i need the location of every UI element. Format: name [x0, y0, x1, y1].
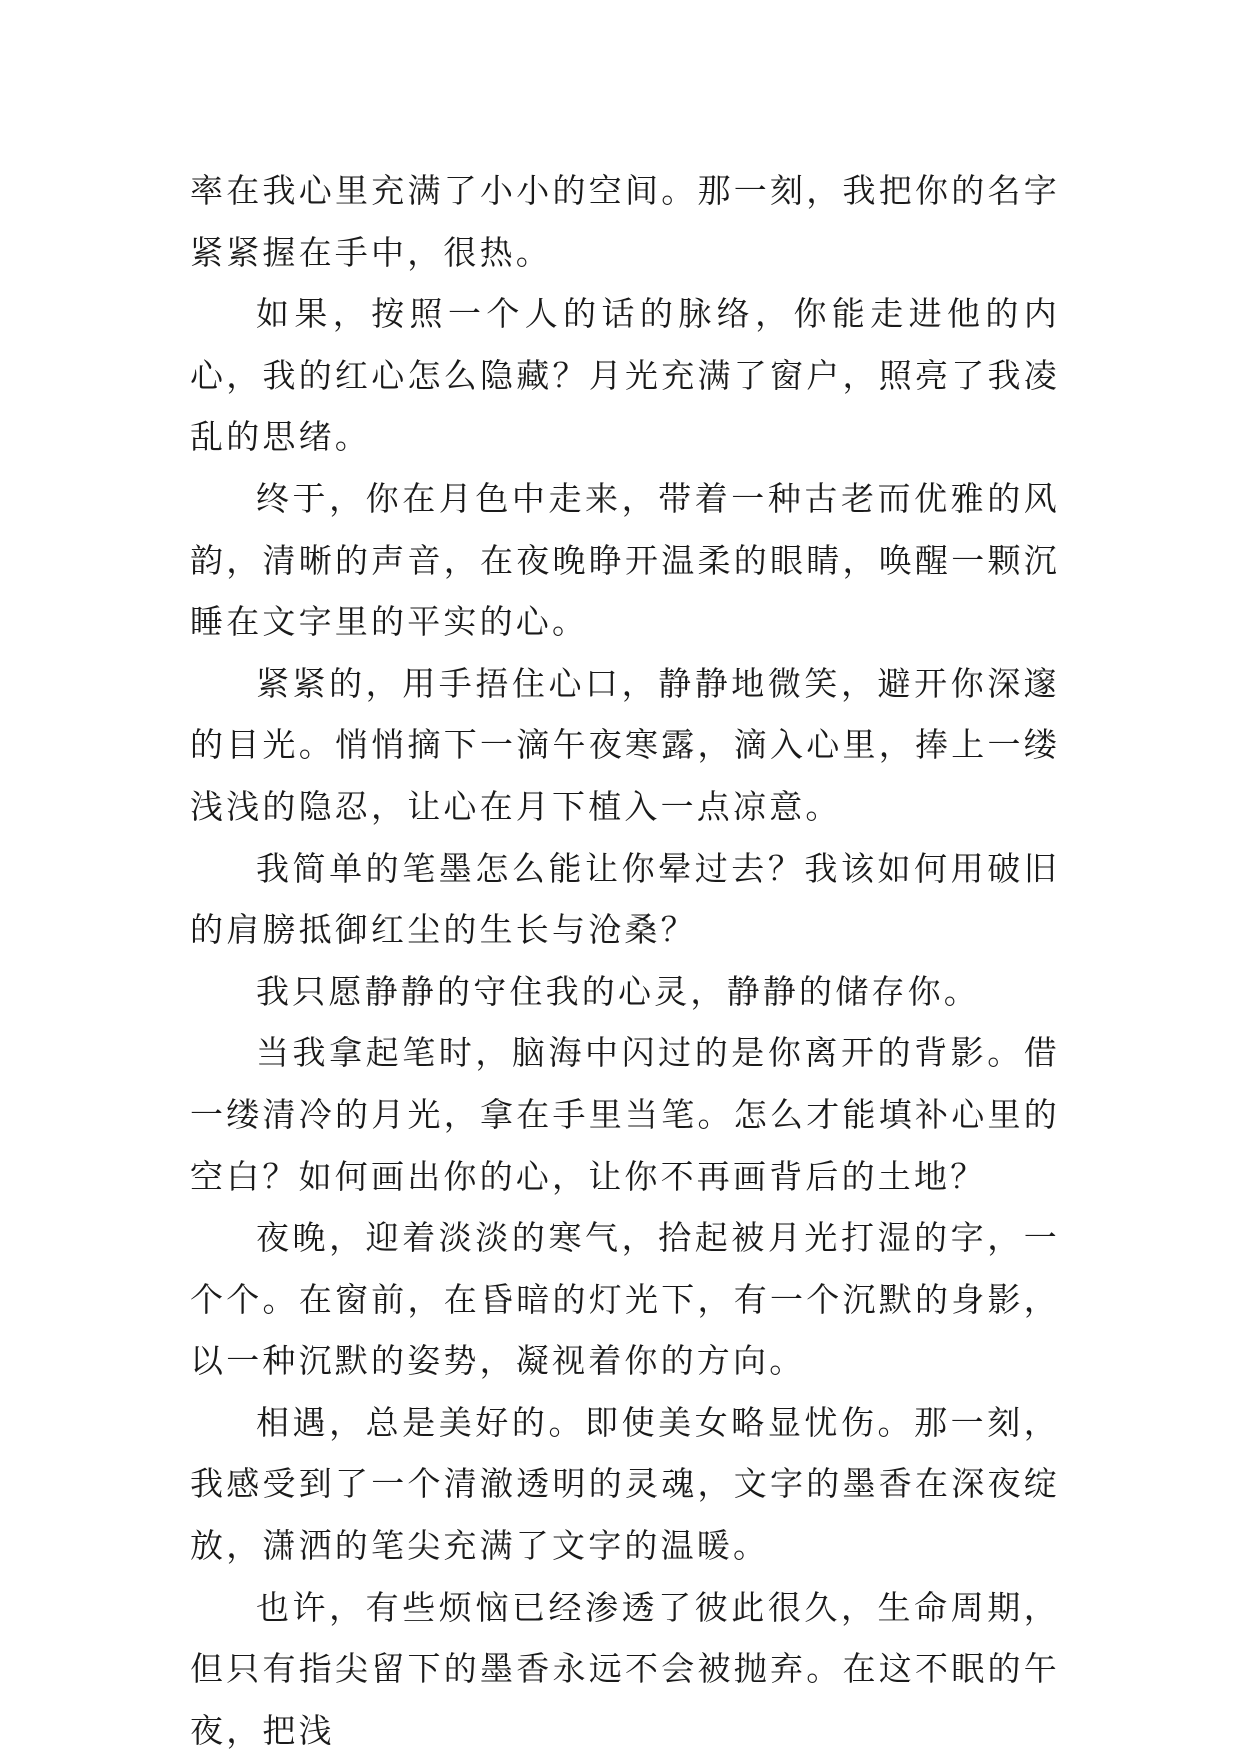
paragraph-9: 相遇，总是美好的。即使美女略显忧伤。那一刻，我感受到了一个清澈透明的灵魂，文字的墨香在深夜绽放，潇洒的笔尖充满了文字的温暖。 [190, 1402, 1060, 1566]
paragraph-10: 也许，有些烦恼已经渗透了彼此很久，生命周期，但只有指尖留下的墨香永远不会被抛弃。在这不眠的午夜，把浅 [190, 1587, 1060, 1750]
paragraph-1: 率在我心里充满了小小的空间。那一刻，我把你的名字紧紧握在手中，很热。 [190, 171, 1060, 272]
body-text [190, 160, 1060, 1761]
paragraph-4: 紧紧的，用手捂住心口，静静地微笑，避开你深邃的目光。悄悄摘下一滴午夜寒露，滴入心里，捧上一缕浅浅的隐忍，让心在月下植入一点凉意。 [190, 663, 1060, 826]
paragraph-5: 我简单的笔墨怎么能让你晕过去？我该如何用破旧的肩膀抵御红尘的生长与沧桑？ [190, 848, 1060, 950]
paragraph-6: 我只愿静静的守住我的心灵，静静的储存你。 [256, 971, 980, 1011]
paragraph-2: 如果，按照一个人的话的脉络，你能走进他的内心，我的红心怎么隐藏？月光充满了窗户，照亮了我凌乱的思绪。 [190, 294, 1060, 457]
paragraph-3: 终于，你在月色中走来，带着一种古老而优雅的风韵，清晰的声音，在夜晚睁开温柔的眼睛，唤醒一颗沉睡在文字里的平实的心。 [190, 478, 1060, 642]
paragraph-7: 当我拿起笔时，脑海中闪过的是你离开的背影。借一缕清冷的月光，拿在手里当笔。怎么才能填补心里的空白？如何画出你的心，让你不再画背后的土地？ [190, 1033, 1060, 1196]
paragraph-8: 夜晚，迎着淡淡的寒气，拾起被月光打湿的字，一个个。在窗前，在昏暗的灯光下，有一个沉默的身影，以一种沉默的姿势，凝视着你的方向。 [190, 1218, 1060, 1381]
